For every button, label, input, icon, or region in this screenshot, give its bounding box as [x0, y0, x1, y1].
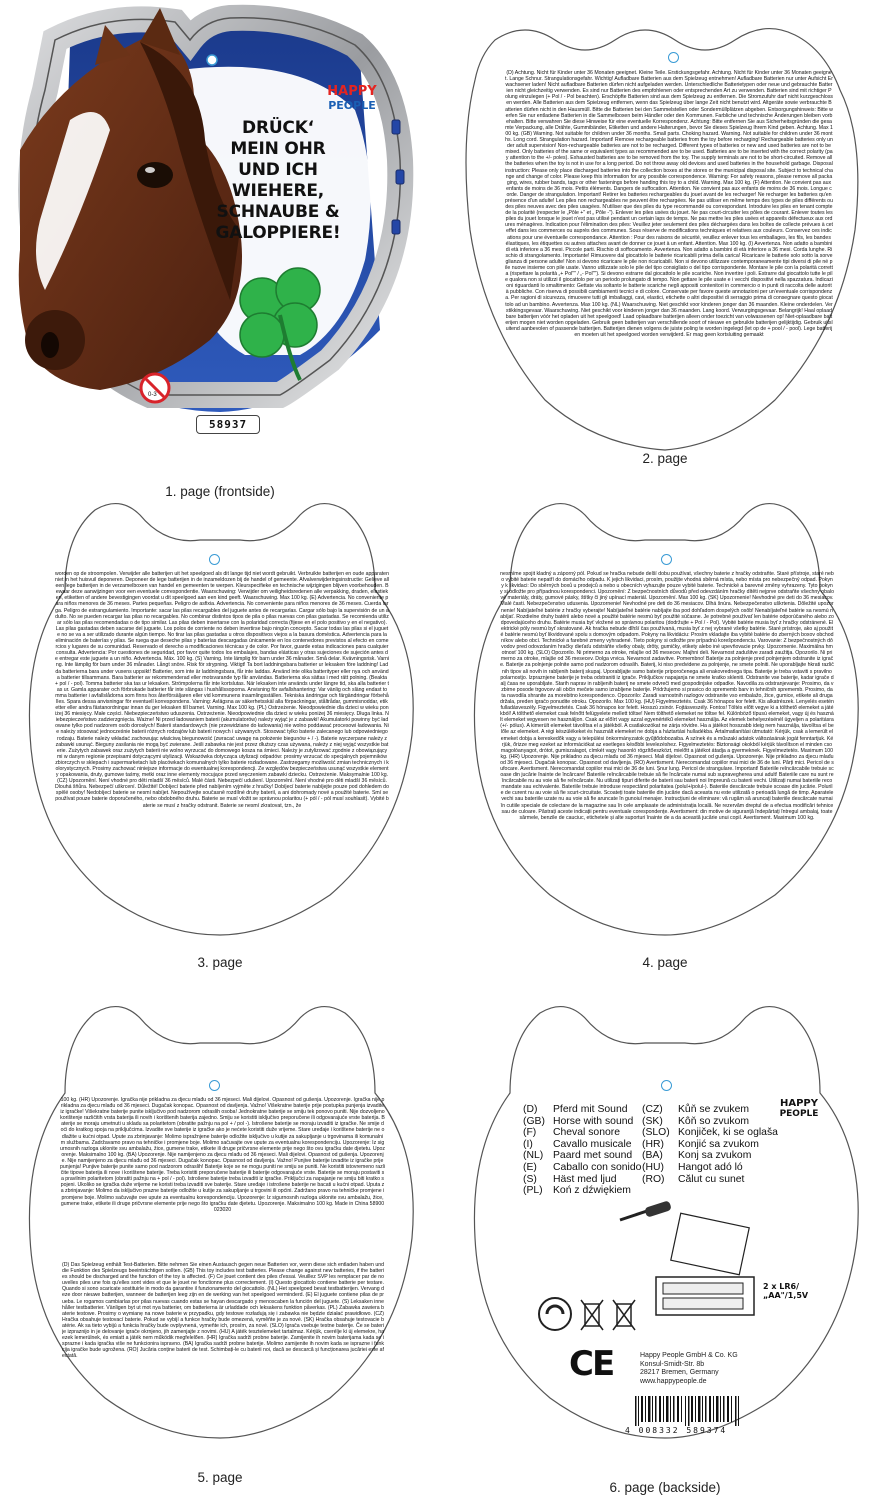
recycling-icons	[537, 1294, 657, 1334]
product-name: Călut cu sunet	[678, 1173, 745, 1185]
lang-code: (I)	[523, 1138, 533, 1150]
lang-code: (PL)	[523, 1185, 543, 1197]
address-line: www.happypeople.de	[640, 1377, 707, 1385]
item-number: 58937	[196, 415, 260, 434]
product-name: Horse with sound	[553, 1115, 634, 1127]
lang-code: (S)	[523, 1173, 537, 1185]
product-name: Hangot adó ló	[678, 1161, 743, 1173]
ce-mark: CE	[569, 1344, 614, 1384]
list-item	[642, 1150, 778, 1162]
lang-code: (D)	[523, 1104, 538, 1115]
battery-spec-line: 2 x LR6/	[763, 1282, 800, 1291]
warning-text-block: 100 kg. (HR) Upozorenje. Igračka nije prikladna za djecu mlađu od 36 mjeseci. Mali dijelovi. Opasnost od gušenja. Upozorenje. Igračka nije prikladna za djecu mlađu od 36 mjeseci. Dugačak konopac. Opasnost od davljenja. Važno! Višekratne baterije prije postupka punjenja izvadite iz igračke! Višekratne baterije punite isključivo pod nadzorom odraslih osoba! Jednokratne baterije se smiju tek ponovo puniti. Nije dozvoljeno korištenje različitih vrsta baterija ili novih i korištenih baterija zajedno. Smiju se koristiti isključivo preporučene ili odgovarajuće vrste baterija. Baterije se moraju umetnuti u skladu sa polaritetom (obratite pažnju na pol + / pol -). Istrošene baterije se moraju izvaditi iz igračke. Ne smije doći do kratkog spoja na priključcima. Izvadite sve baterije iz igračke ako je nećete koristiti duže vrijeme. Stare uređaje i korištene baterije ne odlažite u kućni otpad. Upute za zbrinjavanje: Molimo ispražnjene baterije odložite isključivo u kutije za sakupljanje u trgovinama ili komunalnim službama. Zadržavamo pravo na tehničke i promjene boje. Molimo sačuvajte ove upute za eventualnu korespondenciju. Upozorenje: Iz sigurnosnih razloga uklonite svu ambalažu, žice, gumene trake, etikete ili druge pričvrsne elemente prije nego što ovu igračku date djetetu. Upozorenje. Maksimalno 100 kg. (BA) Upozorenje. Nije namijenjeno za djecu mlađu od 36 mjeseci. Mali dijelovi. Opasnost od gušenja. Upozorenje. Nije namijenjeno za djecu mlađu od 36 mjeseci. Dugačak konopac. Opasnost od davljenja. Važno! Punjive baterije izvadite iz igračke prije punjenja! Punjive baterije punite samo pod nadzorom odraslih! Baterije koje se ne mogu puniti ne smiju se puniti. Ne koristiti istovremeno različite tipove baterija ili nove i korištene baterije. Treba koristiti preporučene baterije ili baterije odgovarajuće vrste. Baterije se moraju postaviti sa pravilnim polaritetom (obratiti pažnju na + pol / - pol). Istrošene baterije treba izvaditi iz igračke. Priključci za napajanje ne smiju biti kratko spojeni. Ukoliko se igračka duže vrijeme ne koristi treba izvaditi sve baterije. Stare uređaje i istrošene baterije ne bacati u kućni otpad. Uputa za zbrinjavanje: Molimo da isključivo prazne baterije odložite u kutije za sakupljanje u trgovini ili općini. Zadržano pravo na tehničke promjene i promjene boje. Molimo sačuvajte ove upute za eventualnu korespondenciju. Upozorenje: Iz sigurnosnih razloga uklonite svu ambalažu, žice, gumene trake, etikete ili druge pričvrsne elemente prije nego što igračku date djetetu. Upozorenje. Maksimalno 100 kg. Made in China 58900023020	[60, 1097, 385, 1213]
product-name: Häst med ljud	[553, 1173, 617, 1185]
happy-people-logo	[327, 84, 377, 112]
battery-spec-label	[763, 1282, 808, 1300]
lang-code: (GB)	[523, 1115, 545, 1127]
headline-line: SCHNAUBE &	[216, 202, 340, 222]
hang-hole	[209, 554, 220, 565]
headline-line: MEIN OHR	[230, 139, 326, 159]
headline-line: WIEHERE,	[231, 181, 325, 201]
green-dot-icon	[539, 1298, 571, 1330]
headline-line: GALOPPIERE!	[215, 223, 341, 243]
page-6-backside	[445, 998, 885, 1498]
crossed-bin-icon	[581, 1300, 635, 1330]
list-item	[642, 1139, 778, 1151]
address-line: Konsul-Smidt-Str. 8b	[640, 1360, 705, 1368]
test-battery-text-block: (D) Das Spielzeug enthält Test-Batterien. Bitte nehmen Sie einen Austausch gegen neue Batterien vor, wenn diese sich entladen haben und die Funktion des Spielzeugs beeinträchtigen sollten. (GB) This toy includes test batteries. Please change against new batteries, if the batteries should be discharged and the function of the toy is affected. (F) Ce jouet contient des piles d'essai. Veuillez SVP les remplacer par de nouvelles piles une fois qu'elles sont vides et que le jouet ne fonctionne plus correctement. (I) Questo giocattolo contiene batterie per testare. Quando si sono scaricate sostituirle in modo da garantire il funzionamento del giocattolo. (NL) Het speelgoed bevat testbatterijen. Vervang deze door nieuwe batterijen, wanneer de batterijen leeg zijn en de werking van het speelgoed verminderd. (E) El juguete contiene pilas de prueba. Le rogamos cambiarlas por pilas nuevas cuando estas se hayan descargado y menoscaben la función del juguete. (S) Leksaken innehåller testbatterier. Vänligen byt ut mot nya batterier, om batterierna är urladdade och leksakens funktion påverkas. (PL) Zabawka zawiera baterie testowe. Prosimy o wymianę na nowe baterie w przypadku, gdy testowe rozładują się i zabawka nie będzie działać prawidłowo. (CZ) Hračka obsahuje testovací baterie. Pokud se vybijí a funkce hračky bude omezená, vyměňte je za nové. (SK) Hračka obsahuje testovacie batérie. Ak sa tieto vybijú a funkcia hračky bude ovplyvnená, vymeňte ich, prosím, za nové. (SLO) Igrača vsebuje testne baterije. Če se baterije izpraznijo in je delovanje igrače okrnjeno, jih zamenjajte z novimi. (HU) A játék tesztelemeket tartalmaz. Kérjük, cserélje ki új elemekre, ha ezek lemerülnek, és emiatt a játék nem működik megfelelően. (HR) Igračka sadrži probne baterije. Zamijenite ih novim baterijama kada se isprazne i kada igračka više ne funkcionira ispravno. (BA) Igračka sadrži probne baterije. Molimo zamijenite ih novim kada se isprazne i funkcija igračke bude ugrožena. (RO) Jucăria conține baterii de test. Schimbați-le cu baterii noi, dacă se descarcă și funcționarea jucăriei este afectată.	[62, 1262, 384, 1360]
brand-logo-word-1: HAPPY	[327, 84, 377, 99]
brand-logo-word-2: PEOPLE	[328, 99, 376, 112]
lang-code: (E)	[523, 1161, 537, 1173]
headline-line: UND ICH	[238, 160, 318, 180]
happy-people-logo	[775, 1098, 823, 1119]
product-name-list-right	[642, 1104, 778, 1185]
lang-code: (HU)	[642, 1161, 664, 1173]
list-item	[523, 1150, 641, 1162]
lang-code: (RO)	[642, 1173, 665, 1185]
hang-hole	[661, 554, 672, 565]
product-name-list-left	[523, 1104, 641, 1197]
lang-code: (F)	[523, 1127, 537, 1139]
list-item	[523, 1174, 641, 1186]
screwdriver-icon	[615, 1198, 755, 1278]
list-item	[523, 1116, 641, 1128]
product-name: Kůň se zvukem	[678, 1104, 750, 1115]
age-warning-label: 0-3	[148, 392, 157, 398]
list-item	[523, 1104, 641, 1116]
product-name: Konjić sa zvukom	[678, 1138, 759, 1150]
caption-page-3: 3. page	[197, 955, 243, 970]
list-item	[523, 1185, 641, 1197]
page-4	[445, 495, 885, 995]
battery-spec-line: „AA"/1,5V	[763, 1291, 809, 1300]
caption-page-6: 6. page (backside)	[609, 1480, 721, 1495]
brand-logo-word-1: HAPPY	[779, 1098, 818, 1109]
lang-code: (SLO)	[642, 1127, 670, 1139]
hang-hole	[668, 52, 679, 63]
lang-code: (HR)	[642, 1138, 664, 1150]
page-3	[0, 495, 440, 995]
list-item	[523, 1127, 641, 1139]
warning-text-block: worden op de stroompolen. Verwijder alle batterijen uit het speelgoed als dit lange tijd niet wordt gebruikt. Verbruikte batterijen en oude apparaten niet in het huisvuil deponeren. Deponeer de lege batterijen in de inzameldozen bij de handel of gemeente. Afvalverwijderingsinstructie: Gelieve alleen lege batterijen in de verzamelboxen van handel en gemeenten te werpen. Kleurspecifieke en technische wijzigingen blijven voorbehouden. Bewaar deze aanwijzingen voor een eventuele correspondentie. Waarschuwing: Verwijder om veiligheidsredenen alle verpakking, draden, elastieken, etiketten of andere bevestigingen voordat u dit speelgoed aan een kind geeft. Waarschuwing. Max 100 kg. (E) Advertencia. No conveniente para niños menores de 36 meses. Partes pequeñas. Peligro de asfixia. Advertencia. No conveniente para niños menores de 36 meses. Cuerda larga. Peligro de estrangulamiento. Importante: sacar las pilas recargables del juguete antes de recargarlas. Cargar sólo bajo la supervisión de un adulto. No se pueden recargar las pilas no recargables. No combinar distintos tipos de pila o pilas nuevas con pilas gastadas. Se recomienda utilizar sólo las pilas recomendadas o de tipo similar. Las pilas deben insertarse con la polaridad correcta (fijese en el polo positivo y en el negativo). Las pilas gastadas deben sacarse del juguete. Los polos de corriente no deben invertirse bajo ningún concepto. Sacar todas las pilas si el juguete no se va a ser utilizado durante algún tiempo. No tirar las pilas gastadas u otros dispositivos viejos a la basura doméstica. Advertencia para la eliminación de baterías y pilas. Se ruega que deseche pilas y baterías descargadas únicamente en los contenedores previstos al efecto en comercios y lugares de su comunidad. Reservado el derecho a modificaciones técnicas y de color. Por favor, guarde estas indicaciones para cualquier consulta. Advertencia: Por cuestiones de seguridad, por favor quite todos los embalajes, bandas elásticas y otras sujeciones de sujeción antes de entregar este juguete a un niño. Advertencia. Máx. 100 kg. (S) Varning. Inte lämplig för barn under 36 månader. Små delar. Kvävningsrisk. Varning. Inte lämplig för barn under 36 månader. Långt snöre. Risk för strypning. Viktigt! Ta bort laddningsbara batterier ur leksaken före laddning! Ladda batterierna bara under vuxens uppsikt! Batterier, som inte är laddningsbara, får inte laddas. Använd inte olika batterityper eller nya och använda batterier tillsammans. Bara batterier av rekommenderad eller motsvarande typ får användas. Batterierna ska sättas i med rätt polning. (Beakta + pol / - pol). Tomma batterier ska tas ur leksaken. Strömpolerna får inte kortslutas. När leksaken inte används under längre tid, ska alla batterier tas ur. Gamla apparater och förbrukade batterier får inte slängas i hushållssoporna. Anvisning för avfallshantering: Var vänlig och släng endast tomma batterier i avfallslådorna som finns hos återförsäljaren eller vid kommunens insamlingsställen. Tekniska ändringar och färgändringar förbehålles. Spara dessa anvisningar för eventuell korrespondens. Varning: Avlägsna av säkerhetsskäl alla förpackningar, ståltrådar, gummisnoddar, etiketter eller andra fästanordningar innan du ger leksaken till barnet. Varning. Max 100 kg. (PL) Ostrzeżenie. Nieodpowiednie dla dzieci w wieku poniżej 36 miesięcy. Małe części. Niebezpieczeństwo uduszenia. Ostrzeżenie. Nieodpowiednie dla dzieci w wieku poniżej 36 miesięcy. Długa linka. Niebezpieczeństwo zadzierzgnięcia. Ważne! Ni przed ładowaniem baterii (akumulatorów) należy wyjąć je z zabawki! Akumulatorki powinny być ładowane tylko pod nadzorem osób dorosłych! Baterii standardowych (nie przewidziane do ładowania) nie wolno poddawać procesowi ładowania. Nie należy stosować jednocześnie baterii różnych rodzajów lub baterii nowych i używanych. Stosować tylko baterie zalecanego lub odpowiedniego rodzaju. Baterie należy wkładać zachowując właściwą biegunowość (zwracać uwagę na położenie biegunów + / -). Baterie wyczerpane należy z zabawki usunąć. Bieguny zasilania nie mogą być zwierane. Jeśli zabawka nie jest przez dłuższy czas używana, należy z niej wyjąć wszystkie baterie. Zużytych zabawek oraz zużytych baterii nie wolno wyrzucać do domowego kosza na śmieci. Należy je zutylizować zgodnie z obowiązującymi w danym regionie przepisami dotyczącymi utylizacji. Wskazówka dotycząca utylizacji odpadów: prosimy wrzucać do specjalnych pojemników zbiorczych w sklepach i supermarketach lub placówkach komunalnych tylko baterie rozładowane. Zastrzegamy możliwość zmian technicznych i kolorystycznych. Prosimy zachować niniejsze informacje do ewentualnej korespondencji. Ze względów bezpieczeństwa usunąć wszystkie elementy opakowania, druty, gumowe taśmy, metki oraz inne elementy mocujące przed wręczeniem zabawki dziecku. Ostrzeżenie. Maksymalnie 100 kg. (CZ) Upozornění. Není vhodné pro děti mladší 36 měsíců. Malé části. Nebezpečí udušení. Upozornění. Není vhodné pro děti mladší 36 měsíců. Dlouhá šňůra. Nebezpečí uškrcení. Důležité! Dobíjecí baterie před nabíjením vyjměte z hračky! Dobíjecí baterie nabíjejte pouze pod dohledem dospělé osoby! Nedobíjecí baterie se nesmí nabíjet. Nepoužívejte současně rozdílné druhy baterií, a ani dohromady nové a použité baterie. Smí se používat pouze baterie doporučeného, nebo obdobného druhu. Baterie se musí vložit se správnou polaritou (+ pól / - pól musí souhlasit). Vybité baterie se musí z hračky odstranit. Baterie se nesmí zkratovat, tzn., že	[55, 571, 389, 809]
product-name: Konj sa zvukom	[678, 1150, 752, 1162]
hang-hole	[661, 1080, 672, 1091]
caption-page-5: 5. page	[197, 1470, 243, 1485]
page-1-frontside	[0, 0, 440, 500]
front-headline	[198, 118, 358, 244]
list-item	[642, 1127, 778, 1139]
lang-code: (BA)	[642, 1150, 663, 1162]
caption-page-4: 4. page	[642, 955, 688, 970]
barcode-number: 4 008332 589374	[625, 1426, 728, 1435]
product-name: Kôň so zvukom	[678, 1115, 750, 1127]
product-name: Cavallo musicale	[553, 1138, 632, 1150]
list-item	[523, 1139, 641, 1151]
address-line: Happy People GmbH & Co. KG	[640, 1352, 738, 1359]
product-name: Paard met sound	[553, 1150, 633, 1162]
list-item	[642, 1116, 778, 1128]
product-name: Cheval sonore	[553, 1127, 621, 1139]
lang-code: (SK)	[642, 1115, 663, 1127]
list-item	[642, 1174, 778, 1186]
caption-page-1: 1. page (frontside)	[165, 484, 275, 499]
caption-page-2: 2. page	[642, 451, 688, 466]
hang-hole	[209, 1080, 220, 1091]
barcode-icon	[633, 1396, 743, 1426]
page-5	[0, 998, 440, 1498]
address-line: 28217 Bremen, Germany	[640, 1369, 719, 1376]
product-name: Koń z dźwiękiem	[553, 1185, 631, 1197]
battery-compartment-icon	[655, 1276, 755, 1316]
list-item	[642, 1162, 778, 1174]
page-2	[445, 0, 885, 500]
product-name: Pferd mit Sound	[553, 1104, 628, 1115]
list-item	[642, 1104, 778, 1116]
list-item	[523, 1162, 641, 1174]
warning-text-block: (D) Achtung. Nicht für Kinder unter 36 Monaten geeignet. Kleine Teile. Erstickungsgefahr. Achtung. Nicht für Kinder unter 36 Monaten geeignet. Lange Schnur. Strangulationsgefahr. Wichtig! Aufladbare Batterien aus dem Spielzeug entnehmen! Aufladbare Batterien nur unter Aufsicht Erwachsener laden! Nicht aufladbare Batterien dürfen nicht aufgeladen werden. Unterschiedliche Batterietypen oder neue und gebrauchte Batterien nicht gleichzeitig verwenden. Es sind nur Batterien des empfohlenen oder entsprechenden Art zu verwenden. Batterien sind mit richtiger Polung einzulegen (+ Pol / - Pol beachten). Erschöpfte Batterien sind aus dem Spielzeug zu entfernen. Die Stromzufuhr darf nicht kurzgeschlossen werden. Alle Batterien aus dem Spielzeug entfernen, wenn das Spielzeug über lange Zeit nicht benutzt wird. Altgeräte sowie verbrauchte Batterien dürfen nicht in den Hausmüll. Bitte die Batterien bei den Sammelstellen oder Sondermüllplätzen abgeben. Entsorgungshinweis: Bitte werfen Sie nur entladene Batterien in die Sammelboxen beim Händler oder den Kommunen. Farbliche und technische Änderungen bleiben vorbehalten. Bitte verwahren Sie diese Hinweise für eine eventuelle Korrespondenz. Achtung: Bitte entfernen Sie aus Sicherheitsgründen die gesamte Verpackung, alle Drähte, Gummibänder, Etiketten und andere Halterungen, bevor Sie dieses Spielzeug Ihrem Kind geben. Achtung. Max 100 kg. (GB) Warning. Not suitable for children under 36 months. Small parts. Choking hazard. Warning. Not suitable for children under 36 months. Long cord. Strangulation hazard. Important! Remove rechargeable batteries from the toy before recharging! Rechargeable batteries only under adult supervision! Non-rechargeable batteries are not to be recharged. Different types of batteries or new and used batteries are not to be mixed. Only batteries of the same or equivalent types as recommended are to be used. Batteries are to be inserted with the correct polarity (pay attention to the +/- poles). Exhausted batteries are to be removed from the toy. The supply terminals are not to be short-circuited. Remove all the batteries when the toy is not in use for a long period. Do not throw away old devices and used batteries in the household garbage. Disposal instruction: Please only place discharged batteries into the collection boxes at the stores or the municipal disposal site. Subject to technical change and change of color. Please keep this information for any possible correspondence. Warning: For safety reasons, please remove all packaging, wires, rubber bands, tags or other fastenings before handing this toy to a child. Warning. Max 100 kg. (F) Attention. Ne convient pas aux enfants de moins de 36 mois. Petits éléments. Dangers de suffocation. Attention. Ne convient pas aux enfants de moins de 36 mois. Longue corde. Danger de strangulation. Important! Retirer les batteries rechargeables du jouet avant de les recharger! Ne recharger les batteries qu'en présence d'un adulte! Les piles non rechargeables ne peuvent être rechargées. Ne pas utiliser en même temps des types de piles différents ou des piles neuves avec des piles usagées. N'utiliser que des piles du type recommandé ou correspondant. Introduire les piles en tenant compte de la polarité (respecter le „Pôle +" et „ Pôle -"). Enlever les piles usées du jouet. Ne pas court-circuiter les pôles de courant. Enlever toutes les piles du jouet lorsque le jouet n'est pas utilisé pendant un certain laps de temps. Ne pas mettre les piles usées et appareils défectueux aux ordures ménagères. Indication pour l'élimination des piles: Veuillez jeter seulement des piles déchargées dans les boîtes de collecte prévues à cet effet dans les commerces ou auprès des communes. Sous réserve de modifications techniques et relatives aux couleurs. Conservez ces indications pour une éventuelle correspondance. Attention : Pour des raisons de sécurité, veuillez enlever tous les emballages, les fils, les bandes élastiques, les étiquettes ou autres attaches avant de donner ce jouet à un enfant. Attention. Max 100 kg. (I) Avvertenza. Non adatto a bambini di età inferiore a 36 mesi. Piccole parti. Rischio di soffocamento. Avvertenza. Non adatto a bambini di età inferiore a 36 mesi. Corda lunghe. Rischio di strangolamento. Importante! Rimuovere dal giocattolo le batterie ricaricabili prima della carica! Ricaricare le batterie solo sotto la sorveglianza di persone adulte! Non si devono ricaricare le pile non ricaricabili. Non si devono utilizzare contemporaneamente tipi diversi di pile né pile nuove insieme con pile usate. Vanno utilizzate solo le pile del tipo consigliato o del tipo corrispondente. Montare le pile con la polarità corretta (rispettare la polarità „+ Pol"" / „- Pol""). Si devono estrarre dal giocattolo le pile scariche. Non invertire i poli. Estrarre dal giocattolo tutte le pile qualora non si utilizzi il giocattolo per un periodo prolungato di tempo. Non gettare le pile usate e i vecchi dispositivi nella spazzatura. Indicazioni riguardanti lo smaltimento: Gettate via soltanto le batterie scariche negli appositi contenitori in commercio o in punti di raccolta delle autorità pubbliche. Con riserva di possibili cambiamenti tecnici e di colore. Conservate per favore queste annotazioni per un'eventuale corrispondenza. Per ragioni di sicurezza, rimuovere tutti gli imballaggi, cavi, elastici, etichette o altri dispositivi di serraggio prima di consegnare questo giocattolo ad un bambino. Avvertenza. Max 100 kg. (NL) Waarschuwing. Niet geschikt voor kinderen jonger dan 36 maanden. Kleine onderdelen. Verstikkingsgevaar. Waarschuwing. Niet geschikt voor kinderen jonger dan 36 maanden. Lang koord. Verwurgingsgevaar. Belangrijk! Haal oplaadbare batterijen vóór het opladen uit het speelgoed! Laad oplaadbare batterijen alleen onder toezicht van volwassenen op! Niet-oplaadbare batterijen mogen niet worden opgeladen. Gebruik geen batterijen van verschillende soort of nieuwe en gebruikte batterijen gelijktijdig. Gebruik uitsluitend aanbevolen of passende batterijen. Batterijen dienen volgens de juiste poling te worden ingelegd (let op de + pool / - pool). Lege batterijen moeten uit het speelgoed worden verwijderd. Er mag geen kortsluiting gemaakt	[505, 70, 833, 339]
lang-code: (NL)	[523, 1150, 544, 1162]
headline-line: DRÜCK‘	[242, 118, 314, 138]
warning-text-block: nesmíme spojit kladný a záporný pól. Pokud se hračka nebude delší dobu používat, všechny baterie z hračky odstraňte. Staré přístroje, staré nebo vybité baterie nepatří do domácího odpadu. K jejich likvidaci, prosím, použijte vhodná sběrná místa, nebo místa pro nebezpečný odpad. Pokyny k likvidaci: Do sběrných boxů u prodejců a nebo u obecních vyhazujte pouze vybité baterie. Technické a barevné změny vyhrazeny. Tyto pokyny si odložte pro případnou korespondenci. Upozornění: Z bezpečnostních důvodů před odevzdáním hračky dítěti nejprve odstraňte všechny obalové materiály, dráty, gumové pásky, štítky či jiný upínací materiál. Upozornění. Max 100 kg. (SK) Upozornenie! Nevhodné pre deti do 36 mesiacov. Malé časti. Nebezpečenstvo udusenia. Upozornenie! Nevhodné pre deti do 36 mesiacov. Dlhá šnúra. Nebezpečenstvo uškrtenia. Dôležité upozornenie! Nabíjateľné batérie z hračky vyberajte! Nabíjateľné batérie nabíjajte iba pod dohľadom dospelých osôb! Nenabíjateľné batérie sa nesmú nabíjať. Rozdielne druhy batérii alebo nové a použité batérie nesmú byť použité súčasne. Je potrebné používať len batérie odporúčaného alebo zodpovedajúceho druhu. Batérie musia byť vložené so správnou polaritou (dodržujte + Pol / - Pol). Vybité batérie musia byť z hračky odstránené. Elektrické póly nesmú byť skratované. Ak hračka nebude dlhší čas používaná, musia byť z nej vybrané všetky batérie. Staré prístroje, ako aj použité batérie nesmú byť likvidované spolu s domovým odpadom. Pokyny na likvidáciu: Prosím vkladajte iba vybité batérie do zberných boxov obchodníkov alebo obcí. Technické a farebné zmeny vyhradené. Tieto pokyny si odložte pre prípadnú korešpondenciu. Varovanie: Z bezpečnostných dôvodov pred odovzdaním hračky dieťaťu odstráňte všetky obaly, drôty, gumičky, etikety alebo iné upevňovacie prvky. Upozornenie. Maximálna hmotnosť 100 kg. (SLO) Opozorilo. Ni primerno za otroke, mlajše od 36 mesecev. Majhni deli. Nevarnost zadušitve zaradi zaužitja. Opozorilo. Ni primerno za otroke, mlajše od 36 mesecev. Dolga vrvica. Nevarnost zadavitve. Pomembno! Baterije za polnjenje pred polnjenjem odstranite iz igrače. Baterije za polnjenje polnite samo pod nadzorom odraslih. Baterij, ki niso predvidene za polnjenje, ne smete polniti. Ne uporabljajte hkrati različnih tipov ali novih in rabljenih baterij skupaj. Uporabljajte samo baterije priporočenega ali enakovrednega tipa. Baterije je treba vstaviti s pravilno polarnostjo. Izpraznjene baterije je treba odstraniti iz igrače. Priključkov napajanja ne smete kratko skleniti. Odstranite vse baterije, kadar igrače dalj časa ne uporabljate. Starih naprav in rabljenih baterij ne smete odvreči med gospodinjske odpadke. Navodila za odstranjevanje: Prosimo, da v zbirne posode trgovcev ali občin mečete samo izrabljene baterije. Pridržujemo si pravico do sprememb barv in tehničnih sprememb. Prosimo, da ta navodila shranite za morebitno korespondenco. Opozorilo: Zaradi varnostnih razlogov odstranite vso embalažo, žice, gumice, etikete ali druga držala, preden igračo ponudite otroku. Opozorilo. Max 100 kg. (HU) Figyelmeztetés. Csak 36 hónapos kor felett. Kis alkatrészek. Lenyelés esetén fulladásveszély. Figyelmeztetés. Csak 36 hónapos kor felett. Hosszú zsinór. Fojtásveszély. Fontos! Töltés előtt vegye ki a tölthető elemeket a játékból! A tölthető elemeket csak felnőtt felügyelete mellett töltse! Nem tölthető elemeket ne töltse fel. Különböző típusú elemeket, vagy új és használt elemeket vegyesen ne használjon. Csak az előírt vagy azzal egyenértékű elemeket használja. Az elemek behelyezésénél ügyeljen a polaritásra (+/- pólus). A kimerült elemeket távolítsa el a játékból. A csatlakozókat ne zárja rövidre. Ha a játékot hosszabb ideig nem használja, távolítsa el belőle az elemeket. A régi készülékeket és használt elemeket ne dobja a háztartási hulladékba. Ártalmatlanítási útmutató: Kérjük, csak a lemerült elemeket dobja a kereskedők vagy a települési önkormányzatok gyűjtődobozaiba. A színek és a műszaki adatok változásának jogát fenntartjuk. Kérjük, őrizze meg ezeket az információkat az esetleges későbbi levelezéshez. Figyelmeztetés: Biztonsági okokból kérjük távolítson el minden csomagolóanyagot, drótot, gumiszalagot, címkét vagy hasonló rögzítőeszközt, mielőtt a játékot átadja a gyermeknek. Figyelmeztetés. Maximum 100 kg. (HR) Upozorenje. Nije prikladno za djecu mlađu od 36 mjeseci. Mali dijelovi. Opasnost od gušenja. Upozorenje. Nije prikladno za djecu mlađu od 36 mjeseci. Dugačak konopac. Opasnost od davljenja. (RO) Avertisment. Nerecomandat copiilor mai mici de 36 de luni. Părți mici. Pericol de sufocare. Avertisment. Nerecomandat copiilor mai mici de 36 de luni. Șnur lung. Pericol de strangulare. Important! Bateriile reîncărcabile trebuie scoase din jucărie înainte de încărcare! Bateriile reîncărcabile trebuie să fie încărcate numai sub supravegherea unui adult! Bateriile care nu sunt reîncărcabile nu au voie să fie reîncărcate. Nu utilizați tipuri diferite de baterii sau baterii noi împreună cu baterii vechi. Utilizați numai bateriile recomandate sau echivalente. Bateriile trebuie introduse respectând polaritatea (polul+/polul-). Bateriile descărcate trebuie scoase din jucărie. Polurile de curent nu au voie să fie scurt-circuitate. Scoateți toate bateriile din jucărie dacă aceasta nu este utilizată o perioadă lungă de timp. Aparatele vechi sau bateriile uzate nu au voie să fie aruncate în gunoiul menajer. Instrucțiuni de eliminare: vă rugăm să aruncați bateriile descărcate numai în cutiile speciale de colectare de la magazine sau în cele amplasate de administrația locală. Ne rezervăm dreptul de a efectua modificări tehnice sau de culoare. Păstrați aceste indicații pentru eventuale corespondențe. Avertisment: din motive de siguranță îndepărtați întregul ambalaj, toate sârmele, benzile de cauciuc, etichetele și alte suporturi înainte de a da această jucărie unui copil. Avertisment. Maximum 100 kg.	[500, 571, 834, 821]
brand-logo-word-2: PEOPLE	[779, 1109, 819, 1119]
product-name: Caballo con sonido	[553, 1161, 642, 1173]
manufacturer-address	[640, 1352, 738, 1386]
lang-code: (CZ)	[642, 1104, 663, 1115]
product-name: Konjiček, ki se oglaša	[678, 1127, 778, 1139]
